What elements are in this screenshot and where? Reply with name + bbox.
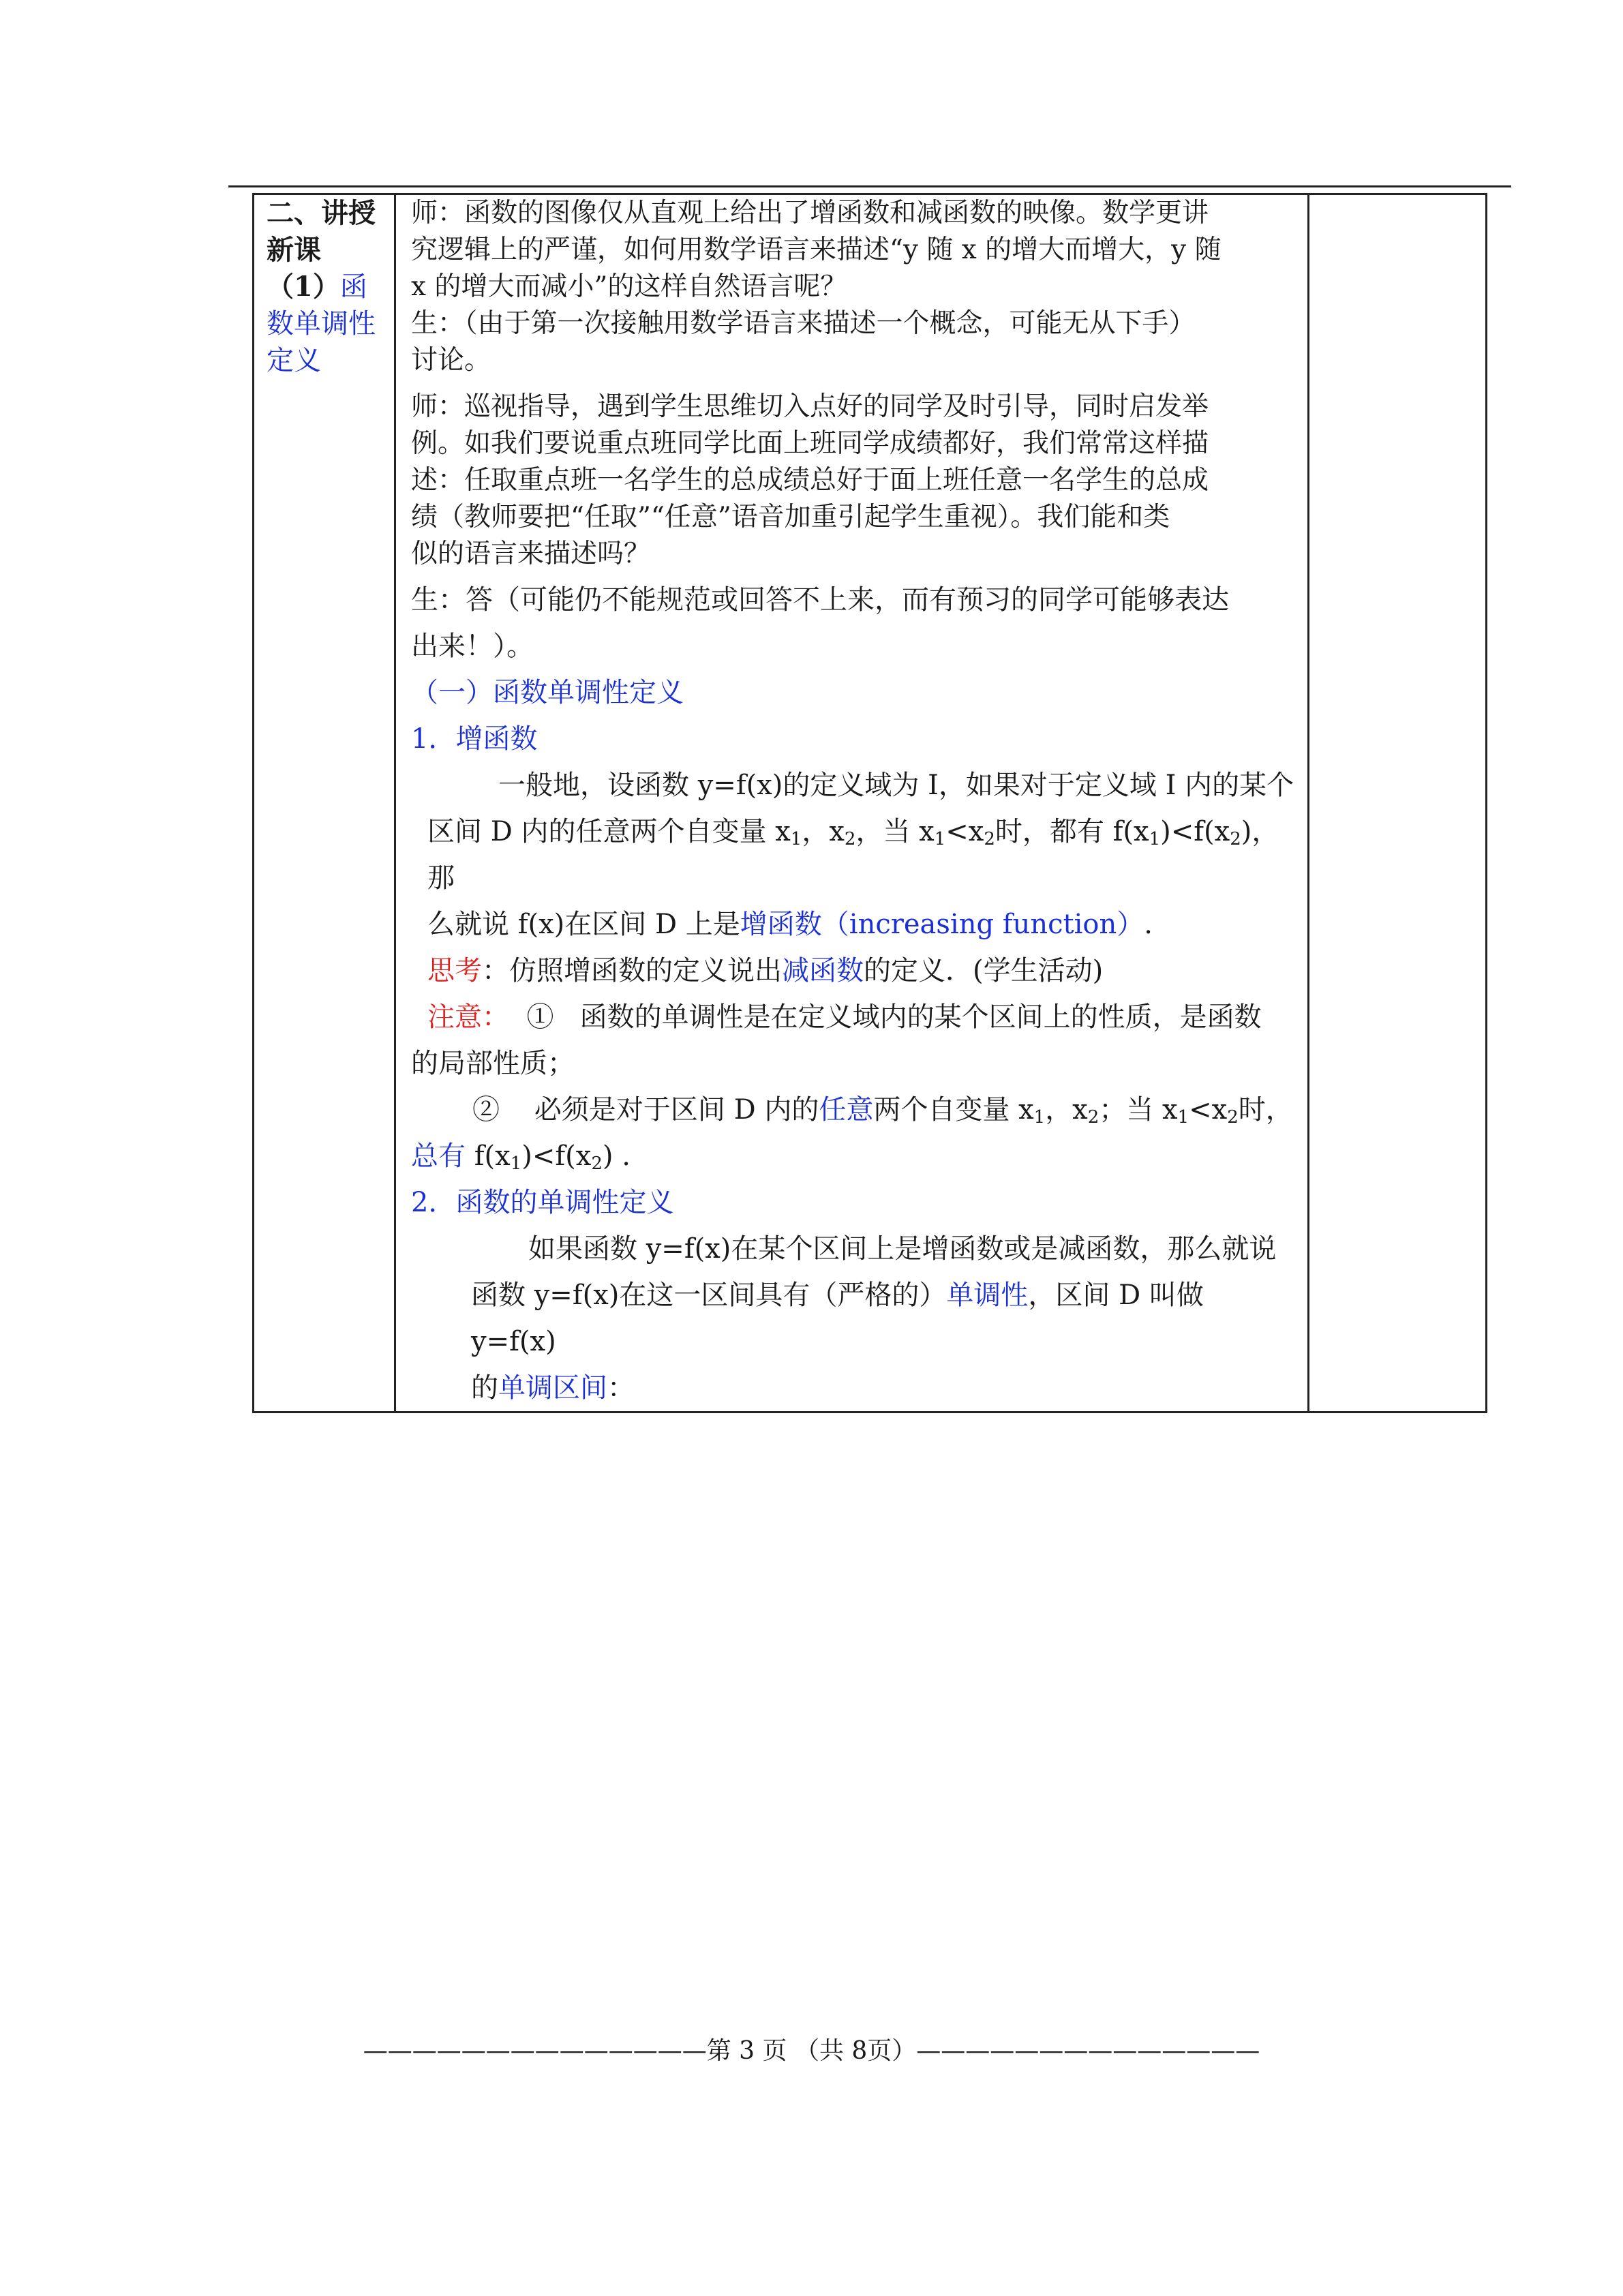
table-row bbox=[254, 194, 1487, 1413]
note-marker-1: ① bbox=[526, 1001, 554, 1033]
teacher-line: 师：巡视指导，遇到学生思维切入点好的同学及时引导，同时启发举 bbox=[411, 391, 1209, 422]
teacher-line: 绩（教师要把“任取”“任意”语音加重引起学生重视）。我们能和类 bbox=[411, 502, 1170, 532]
note-line: 注意： ① 函数的单调性是在定义域内的某个区间上的性质，是函数 bbox=[427, 1001, 1262, 1033]
subsection-title-part3: 定义 bbox=[267, 345, 321, 376]
notes-cell bbox=[1309, 194, 1487, 1413]
definition-line: 函数 y=f(x)在这一区间具有（严格的）单调性，区间 D 叫做 y=f(x) bbox=[471, 1280, 1204, 1357]
always-term: 总有 bbox=[411, 1141, 466, 1172]
section-title-line1: 二、讲授 bbox=[267, 197, 376, 229]
any-term: 任意 bbox=[819, 1094, 874, 1126]
note-label: 注意： bbox=[427, 1001, 509, 1033]
page-footer: ——————————————第 3 页 （共 8页）—————————————— bbox=[363, 2037, 1260, 2065]
subsection-title-part2: 数单调性 bbox=[267, 308, 376, 339]
think-line: 思考：仿照增函数的定义说出减函数的定义．(学生活动) bbox=[427, 955, 1104, 986]
note-line: 总有 $f(x_1)<f(x_2)$ . bbox=[411, 1141, 631, 1174]
note-block bbox=[411, 994, 1295, 1179]
teacher-line: 述：任取重点班一名学生的总成绩总好于面上班任意一名学生的总成 bbox=[411, 465, 1209, 496]
main-heading: （一）函数单调性定义 bbox=[411, 677, 684, 708]
student-line: 生：答（可能仍不能规范或回答不上来，而有预习的同学可能够表达 bbox=[411, 584, 1229, 616]
increasing-heading: 1．增函数 bbox=[411, 723, 538, 755]
top-rule bbox=[228, 185, 1511, 187]
monotonic-definition bbox=[411, 1226, 1295, 1411]
teacher-line: 似的语言来描述吗？ bbox=[411, 539, 651, 569]
definition-line: 么就说 f(x)在区间 D 上是增函数（increasing function）. bbox=[427, 909, 1153, 940]
section-title-line2: 新课 bbox=[267, 234, 321, 266]
student-line: 讨论。 bbox=[411, 345, 491, 376]
definition-line: 的单调区间： bbox=[471, 1372, 635, 1404]
monotonic-interval-term: 单调区间 bbox=[498, 1372, 607, 1404]
definition-line: 如果函数 y=f(x)在某个区间上是增函数或是减函数，那么就说 bbox=[528, 1233, 1277, 1265]
think-label: 思考 bbox=[427, 955, 482, 986]
student-line: 出来！）。 bbox=[411, 631, 534, 662]
note-line: 的局部性质； bbox=[411, 1048, 575, 1079]
teacher-line: 究逻辑上的严谨，如何用数学语言来描述“y 随 x 的增大而增大，y 随 bbox=[411, 235, 1222, 265]
content-cell bbox=[395, 194, 1309, 1413]
decreasing-function-term: 减函数 bbox=[782, 955, 864, 986]
definition-line: 区间 D 内的任意两个自变量 $x_1$，$x_2$，当 $x_1<x_2$时，都有 $f(x_1)<f(x_2)$，那 bbox=[427, 816, 1279, 894]
subsection-title bbox=[267, 269, 394, 305]
monotonic-heading: 2．函数的单调性定义 bbox=[411, 1187, 674, 1218]
subsection-title-part1: 函 bbox=[339, 271, 367, 303]
teacher-line: 例。如我们要说重点班同学比面上班同学成绩都好，我们常常这样描 bbox=[411, 428, 1209, 459]
section-label-cell bbox=[254, 194, 395, 1413]
subsection-number: （1） bbox=[267, 271, 340, 303]
teacher-line: x 的增大而减小”的这样自然语言呢？ bbox=[411, 271, 847, 302]
lesson-table bbox=[252, 193, 1487, 1413]
monotonicity-term: 单调性 bbox=[946, 1280, 1029, 1311]
increasing-function-term: 增函数（increasing function） bbox=[740, 909, 1144, 940]
increasing-definition bbox=[411, 762, 1295, 994]
note-line: ② 必须是对于区间 D 内的任意两个自变量 $x_1$，$x_2$；当 $x_1<x_2$时， bbox=[472, 1094, 1293, 1128]
definition-line: 一般地，设函数 y=f(x)的定义域为 I，如果对于定义域 I 内的某个 bbox=[498, 770, 1294, 801]
teacher-line: 师：函数的图像仅从直观上给出了增函数和减函数的映像。数学更讲 bbox=[411, 198, 1209, 228]
student-line: 生：（由于第一次接触用数学语言来描述一个概念，可能无从下手） bbox=[411, 308, 1196, 339]
note-marker-2: ② bbox=[472, 1094, 500, 1126]
